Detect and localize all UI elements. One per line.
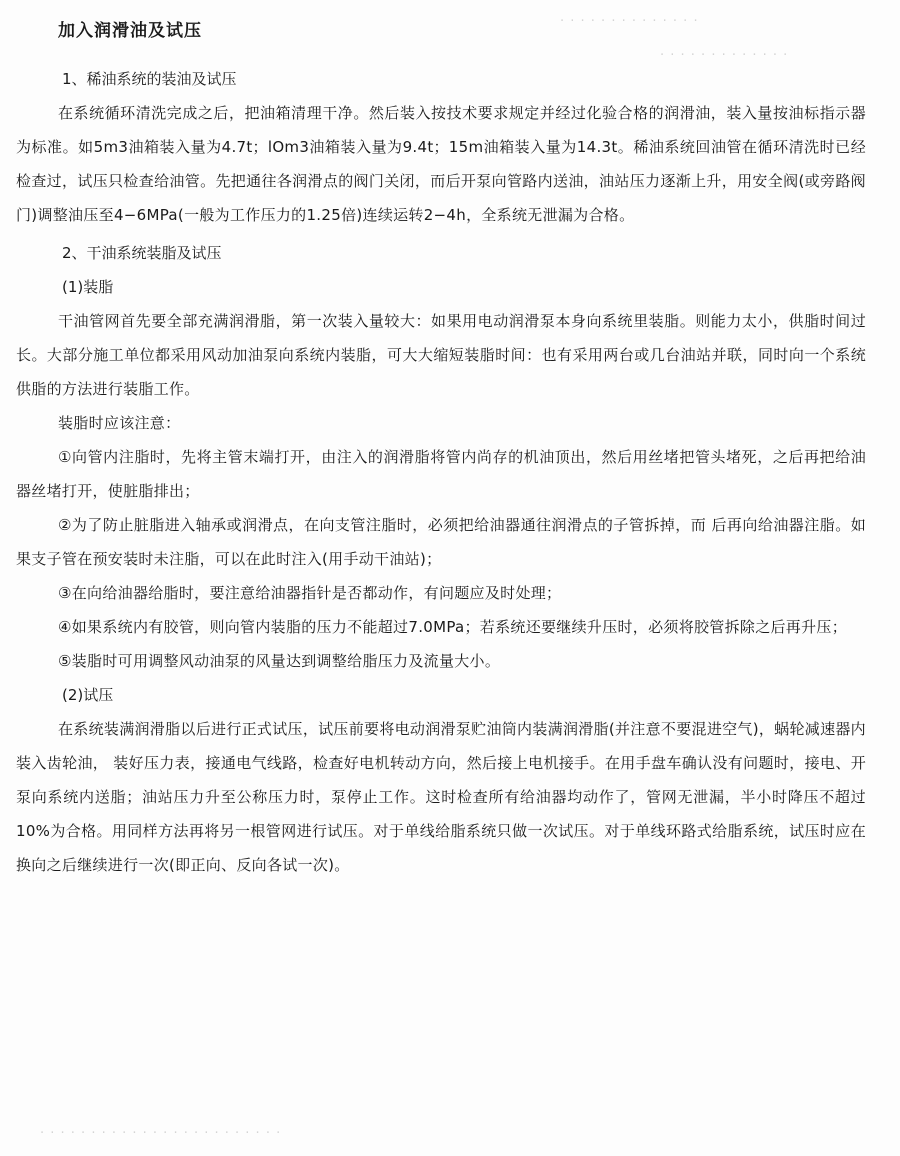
paragraph-oil-fill-and-test: 在系统循环清洗完成之后，把油箱清理干净。然后装入按技术要求规定并经过化验合格的润滑油，装入量按油标指示器为标准。如5m3油箱装入量为4.7t；lOm3油箱装入量为9.4t；15m油箱装入量为14.3t。稀油系统回油管在循环清洗时已经检查过，试压只检查给油管。先把通往各润滑点的阀门关闭，而后开泵向管路内送油，油站压力逐渐上升，用安全阀(或旁路阀门)调整油压至4−6MPa(一般为工作压力的1.25倍)连续运转2−4h，全系统无泄漏为合格。 (16, 104, 866, 224)
page-title: 加入润滑油及试压 (58, 21, 202, 41)
list-item-note-3: ③在向给油器给脂时，要注意给油器指针是否都动作，有问题应及时处理； (58, 584, 562, 602)
list-item-note-2: ②为了防止脏脂进入轴承或润滑点，在向支管注脂时，必须把给油器通往润滑点的子管拆掉，而 后再向给油器注脂。如果支子管在预安装时未注脂，可以在此时注入(用手动干油站)； (16, 516, 866, 568)
subsection-heading-grease-fill: (1)装脂 (62, 278, 114, 296)
subsection-heading-pressure-test: (2)试压 (62, 686, 114, 704)
show-through-text: · · · · · · · · · · · · · (660, 48, 789, 63)
document-body (16, 16, 866, 882)
section-heading-grease-system: 2、干油系统装脂及试压 (62, 244, 222, 262)
paragraph-grease-fill-notes-lead: 装脂时应该注意： (58, 414, 181, 432)
paragraph-pressure-test: 在系统装满润滑脂以后进行正式试压，试压前要将电动润滑泵贮油筒内装满润滑脂(并注意不要混进空气)，蜗轮减速器内装入齿轮油， 装好压力表，接通电气线路，检查好电机转动方向，然后接上电机接手。在用手盘车确认没有问题时，接电、开泵向系统内送脂；油站压力升至公称压力时，泵停止工作。这时检查所有给油器均动作了，管网无泄漏，半小时降压不超过10%为合格。用同样方法再将另一根管网进行试压。对于单线给脂系统只做一次试压。对于单线环路式给脂系统，试压时应在换向之后继续进行一次(即正向、反向各试一次)。 (16, 720, 866, 874)
paragraph-grease-fill-intro: 干油管网首先要全部充满润滑脂，第一次装入量较大：如果用电动润滑泵本身向系统里装脂。则能力太小，供脂时间过长。大部分施工单位都采用风动加油泵向系统内装脂，可大大缩短装脂时间：也有采用两台或几台油站并联，同时向一个系统供脂的方法进行装脂工作。 (16, 312, 866, 398)
list-item-note-1: ①向管内注脂时，先将主管末端打开，由注入的润滑脂将管内尚存的机油顶出，然后用丝堵把管头堵死，之后再把给油器丝堵打开，使脏脂排出； (16, 448, 866, 500)
show-through-text: · · · · · · · · · · · · · · (560, 14, 699, 29)
list-item-note-4: ④如果系统内有胶管，则向管内装脂的压力不能超过7.0MPa；若系统还要继续升压时，必须将胶管拆除之后再升压； (58, 618, 848, 636)
list-item-note-5: ⑤装脂时可用调整风动油泵的风量达到调整给脂压力及流量大小。 (58, 652, 501, 670)
section-heading-oil-system: 1、稀油系统的装油及试压 (62, 70, 237, 88)
show-through-text: · · · · · · · · · · · · · · · · · · · · · · · · (40, 1126, 282, 1141)
